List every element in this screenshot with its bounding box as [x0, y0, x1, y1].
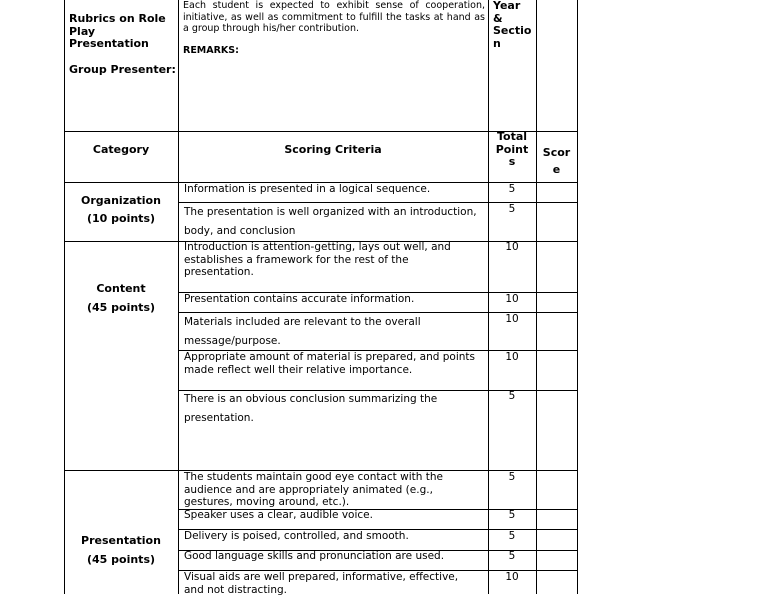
column-header-score: Scor e [542, 146, 571, 176]
score-cell[interactable] [537, 571, 577, 594]
criteria-cell: Presentation contains accurate information. [184, 293, 415, 305]
score-cell[interactable] [537, 530, 577, 550]
score-cell[interactable] [537, 551, 577, 570]
column-header-category: Category [92, 143, 150, 156]
score-cell[interactable] [537, 313, 577, 350]
score-cell[interactable] [537, 471, 577, 509]
points-cell: 5 [508, 550, 516, 562]
criteria-cell: Speaker uses a clear, audible voice. [184, 509, 373, 521]
score-cell[interactable] [537, 510, 577, 529]
points-cell: 10 [505, 571, 519, 583]
score-cell[interactable] [537, 242, 577, 292]
table-border-right [577, 0, 578, 594]
year-section-value-cell[interactable] [537, 0, 577, 131]
table-divider-category [178, 0, 179, 594]
criteria-cell: The presentation is well organized with an introduction, body, and conclusion [184, 206, 477, 237]
criteria-cell: Materials included are relevant to the overall message/purpose. [184, 316, 421, 347]
category-content: Content (45 points) [86, 282, 156, 314]
score-cell[interactable] [537, 293, 577, 312]
instruction-text: Each student is expected to exhibit sense of cooperation, initiative, as well as commitment to fulfill the tasks at hand as a group through his/her contribution. [183, 0, 485, 34]
points-cell: 5 [508, 183, 516, 195]
points-cell: 10 [505, 241, 519, 253]
year-section-label: Year & Sectio n [493, 0, 532, 50]
criteria-cell: Good language skills and pronunciation are used. [184, 550, 445, 562]
score-cell[interactable] [537, 203, 577, 241]
points-cell: 5 [508, 390, 516, 402]
score-cell[interactable] [537, 391, 577, 470]
category-presentation: Presentation (45 points) [81, 534, 161, 566]
column-header-criteria: Scoring Criteria [284, 143, 382, 156]
points-cell: 10 [505, 293, 519, 305]
points-cell: 5 [508, 203, 516, 215]
points-cell: 5 [508, 530, 516, 542]
column-header-total-points: Total Point s [495, 130, 529, 168]
group-presenter-label: Group Presenter: [69, 63, 176, 76]
score-cell[interactable] [537, 183, 577, 202]
points-cell: 5 [508, 509, 516, 521]
score-cell[interactable] [537, 351, 577, 390]
rubric-title: Rubrics on Role Play Presentation [69, 12, 166, 50]
criteria-cell: Appropriate amount of material is prepared, and points made reflect well their relative importance. [184, 351, 476, 376]
criteria-cell: There is an obvious conclusion summarizing the presentation. [184, 393, 438, 424]
criteria-cell: Visual aids are well prepared, informative, effective, and not distracting. [184, 571, 459, 596]
points-cell: 10 [505, 313, 519, 325]
points-cell: 5 [508, 471, 516, 483]
points-cell: 10 [505, 351, 519, 363]
remarks-label: REMARKS: [183, 45, 239, 56]
criteria-cell: The students maintain good eye contact with the audience and are appropriately animated (e.g., gestures, moving around, etc.). [184, 471, 443, 508]
category-organization: Organization (10 points) [81, 194, 161, 225]
criteria-cell: Introduction is attention-getting, lays out well, and establishes a framework for the rest of the presentation. [184, 241, 451, 278]
criteria-cell: Delivery is poised, controlled, and smooth. [184, 530, 409, 542]
criteria-cell: Information is presented in a logical sequence. [184, 183, 431, 195]
